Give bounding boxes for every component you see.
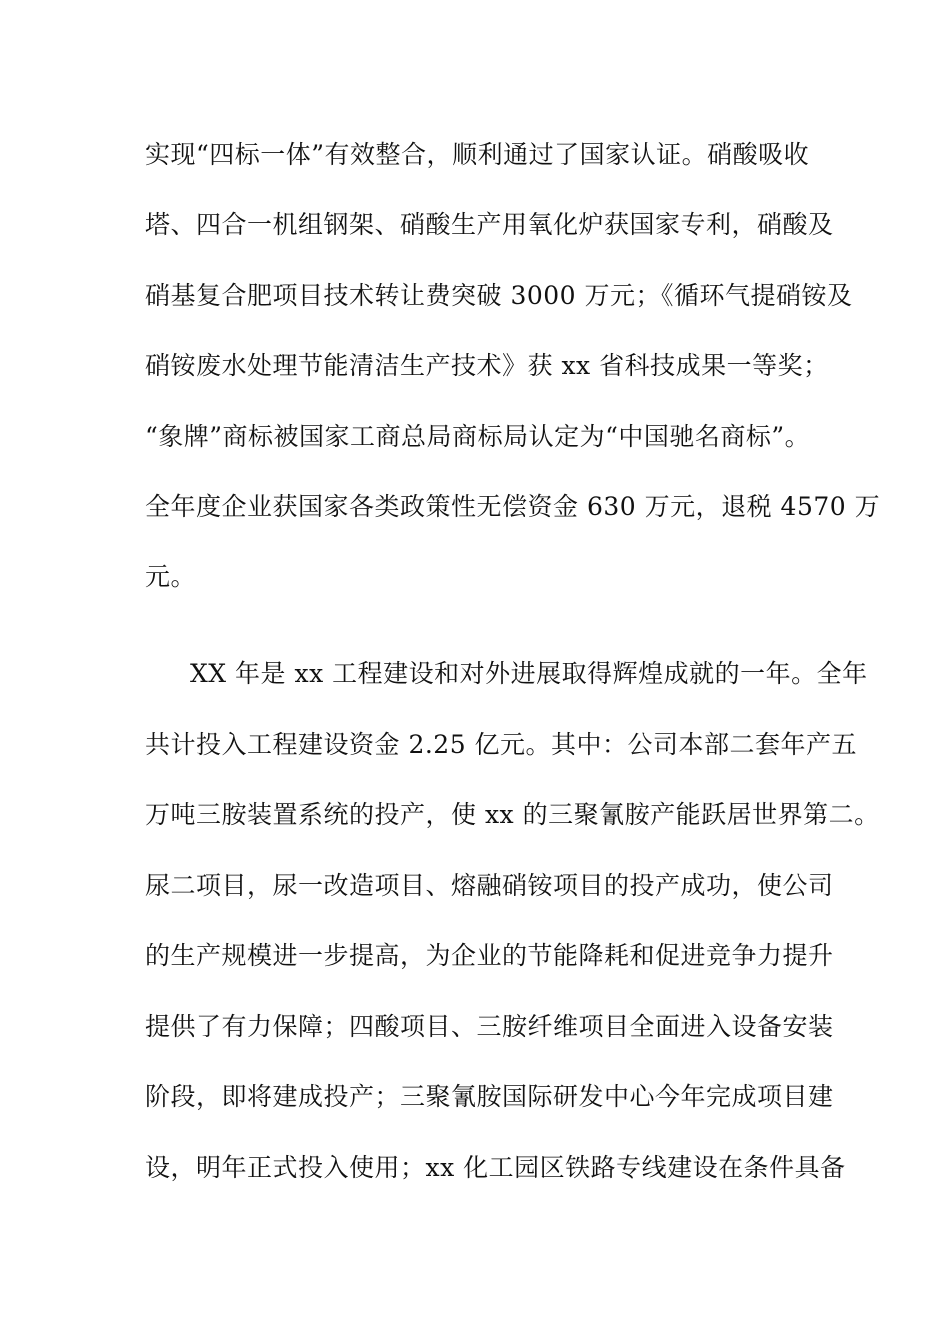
- text-line: 设，明年正式投入使用；xx 化工园区铁路专线建设在条件具备: [145, 1153, 846, 1182]
- text-line: 尿二项目，尿一改造项目、熔融硝铵项目的投产成功，使公司: [145, 871, 834, 900]
- text-line: 共计投入工程建设资金 2.25 亿元。其中：公司本部二套年产五: [145, 730, 858, 759]
- text-line: 提供了有力保障；四酸项目、三胺纤维项目全面进入设备安装: [145, 1012, 834, 1041]
- text-line: 万吨三胺装置系统的投产，使 xx 的三聚氰胺产能跃居世界第二。: [145, 800, 880, 829]
- text-line: 阶段，即将建成投产；三聚氰胺国际研发中心今年完成项目建: [145, 1082, 834, 1111]
- text-line: “象牌”商标被国家工商总局商标局认定为“中国驰名商标”。: [145, 422, 811, 451]
- text-line: 塔、四合一机组钢架、硝酸生产用氧化炉获国家专利，硝酸及: [145, 210, 834, 239]
- text-line: 的生产规模进一步提高，为企业的节能降耗和促进竞争力提升: [145, 941, 834, 970]
- text-line: 全年度企业获国家各类政策性无偿资金 630 万元，退税 4570 万: [145, 492, 881, 521]
- text-line: XX 年是 xx 工程建设和对外进展取得辉煌成就的一年。全年: [190, 659, 868, 688]
- text-line: 元。: [145, 562, 197, 591]
- text-line: 实现“四标一体”有效整合，顺利通过了国家认证。硝酸吸收: [145, 140, 810, 169]
- text-line: 硝铵废水处理节能清洁生产技术》获 xx 省科技成果一等奖；: [145, 351, 829, 380]
- text-line: 硝基复合肥项目技术转让费突破 3000 万元；《循环气提硝铵及: [145, 281, 853, 310]
